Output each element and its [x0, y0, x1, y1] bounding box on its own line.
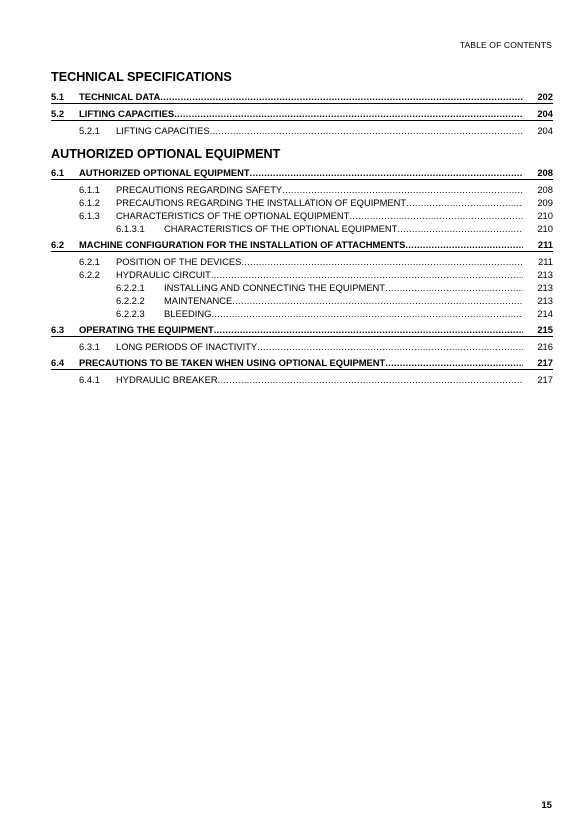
toc-entry-title: PRECAUTIONS REGARDING THE INSTALLATION OF EQUIPMENT — [116, 197, 407, 208]
toc-entry-title: CHARACTERISTICS OF THE OPTIONAL EQUIPMENT — [116, 210, 350, 221]
dot-leader — [405, 238, 523, 251]
toc-entry-page: 211 — [538, 256, 553, 267]
toc-entry-number: 6.2.2 — [79, 269, 100, 280]
toc-entry-title: LONG PERIODS OF INACTIVITY — [116, 341, 258, 352]
dot-leader — [397, 222, 523, 235]
toc-entry-title: MACHINE CONFIGURATION FOR THE INSTALLATION OF ATTACHMENTS — [79, 239, 406, 250]
toc-entry-number: 6.2.1 — [79, 256, 100, 267]
toc-entry-title-wrap — [79, 238, 523, 251]
toc-entry-title: AUTHORIZED OPTIONAL EQUIPMENT — [79, 167, 250, 178]
toc-entry-page: 217 — [537, 374, 553, 385]
toc-entry-title: HYDRAULIC CIRCUIT — [116, 269, 211, 280]
toc-entry-page: 214 — [537, 308, 553, 319]
toc-entry-title-wrap — [116, 255, 523, 268]
running-header: TABLE OF CONTENTS — [459, 40, 552, 50]
toc-entry[interactable] — [51, 238, 553, 252]
toc-entry-title: TECHNICAL DATA — [79, 91, 161, 102]
toc-entry-title-wrap — [79, 166, 523, 179]
toc-entry[interactable] — [51, 356, 553, 370]
dot-leader — [160, 90, 523, 103]
section-title: AUTHORIZED OPTIONAL EQUIPMENT — [51, 147, 281, 161]
toc-entry-title-wrap — [79, 90, 523, 103]
toc-entry-page: 213 — [537, 295, 553, 306]
dot-leader — [174, 107, 523, 120]
toc-entry-page: 211 — [537, 239, 553, 250]
toc-list — [51, 166, 553, 386]
toc-entry-number: 5.2 — [51, 108, 65, 119]
toc-entry-title-wrap — [164, 294, 523, 307]
toc-entry[interactable] — [51, 166, 553, 180]
toc-entry-number: 6.1 — [51, 167, 65, 178]
toc-entry-title-wrap — [116, 196, 523, 209]
toc-entry-title-wrap — [164, 307, 523, 320]
toc-entry-number: 6.2.2.1 — [116, 282, 145, 293]
dot-leader — [406, 196, 523, 209]
toc-entry-number: 6.3.1 — [79, 341, 100, 352]
dot-leader — [282, 183, 523, 196]
toc-entry-title-wrap — [116, 268, 523, 281]
toc-entry-title: PRECAUTIONS TO BE TAKEN WHEN USING OPTIONAL EQUIPMENT — [79, 357, 386, 368]
toc-entry[interactable] — [51, 323, 553, 337]
dot-leader — [385, 356, 523, 369]
toc-entry-title-wrap — [79, 356, 523, 369]
toc-entry-title: HYDRAULIC BREAKER — [116, 374, 218, 385]
toc-entry-title-wrap — [164, 281, 523, 294]
toc-entry-title: OPERATING THE EQUIPMENT — [79, 324, 214, 335]
toc-entry-number: 6.1.1 — [79, 184, 100, 195]
toc-entry-number: 6.2 — [51, 239, 65, 250]
toc-entry[interactable] — [51, 196, 553, 209]
dot-leader — [214, 323, 523, 336]
toc-entry-title-wrap — [116, 183, 523, 196]
dot-leader — [257, 340, 523, 353]
toc-entry[interactable] — [51, 90, 553, 104]
toc-entry-page: 215 — [537, 324, 553, 335]
dot-leader — [210, 124, 523, 137]
toc-entry-number: 6.3 — [51, 324, 65, 335]
dot-leader — [241, 255, 523, 268]
toc-list — [51, 90, 553, 137]
toc-entry-number: 6.1.2 — [79, 197, 100, 208]
toc-entry-page: 216 — [537, 341, 553, 352]
toc-entry-title-wrap — [79, 323, 523, 336]
toc-entry-title: INSTALLING AND CONNECTING THE EQUIPMENT — [164, 282, 386, 293]
toc-entry[interactable] — [51, 183, 553, 196]
dot-leader — [218, 373, 523, 386]
toc-entry-title: BLEEDING — [164, 308, 212, 319]
toc-entry[interactable] — [51, 222, 553, 235]
toc-entry-number: 6.1.3.1 — [116, 223, 145, 234]
toc-entry-title-wrap — [116, 340, 523, 353]
toc-entry[interactable] — [51, 307, 553, 320]
dot-leader — [211, 307, 523, 320]
toc-entry-page: 208 — [537, 167, 553, 178]
toc-entry-title: LIFTING CAPACITIES — [116, 125, 210, 136]
toc-entry-number: 6.2.2.3 — [116, 308, 145, 319]
toc-entry[interactable] — [51, 124, 553, 137]
toc-entry-page: 204 — [537, 108, 553, 119]
toc-entry-number: 6.2.2.2 — [116, 295, 145, 306]
toc-entry-number: 5.2.1 — [79, 125, 100, 136]
toc-entry-page: 204 — [537, 125, 553, 136]
toc-entry-page: 208 — [537, 184, 553, 195]
dot-leader — [211, 268, 523, 281]
section-title: TECHNICAL SPECIFICATIONS — [51, 70, 232, 84]
toc-entry-title-wrap — [116, 373, 523, 386]
toc-entry[interactable] — [51, 340, 553, 353]
toc-entry-title-wrap — [79, 107, 523, 120]
toc-entry[interactable] — [51, 373, 553, 386]
toc-entry-title-wrap — [164, 222, 523, 235]
toc-entry-page: 210 — [537, 223, 553, 234]
toc-entry[interactable] — [51, 255, 553, 268]
dot-leader — [385, 281, 523, 294]
toc-entry-page: 209 — [537, 197, 553, 208]
toc-entry-number: 5.1 — [51, 91, 65, 102]
toc-entry[interactable] — [51, 281, 553, 294]
toc-entry[interactable] — [51, 294, 553, 307]
toc-entry[interactable] — [51, 268, 553, 281]
toc-entry-title-wrap — [116, 124, 523, 137]
toc-entry-title: CHARACTERISTICS OF THE OPTIONAL EQUIPMENT — [164, 223, 398, 234]
toc-entry-number: 6.4.1 — [79, 374, 100, 385]
toc-entry-page: 210 — [537, 210, 553, 221]
toc-entry-title: PRECAUTIONS REGARDING SAFETY — [116, 184, 283, 195]
toc-entry-page: 217 — [537, 357, 553, 368]
dot-leader — [349, 209, 523, 222]
toc-entry-page: 202 — [537, 91, 553, 102]
toc-entry-title: POSITION OF THE DEVICES — [116, 256, 242, 267]
toc-entry[interactable] — [51, 209, 553, 222]
toc-entry-page: 213 — [537, 269, 553, 280]
toc-entry-page: 213 — [537, 282, 553, 293]
dot-leader — [250, 166, 523, 179]
toc-entry-number: 6.4 — [51, 357, 65, 368]
toc-entry-title: LIFTING CAPACITIES — [79, 108, 175, 119]
toc-entry[interactable] — [51, 107, 553, 121]
toc-entry-title: MAINTENANCE — [164, 295, 233, 306]
toc-entry-title-wrap — [116, 209, 523, 222]
toc-entry-number: 6.1.3 — [79, 210, 100, 221]
dot-leader — [232, 294, 523, 307]
page-number: 15 — [541, 800, 552, 811]
